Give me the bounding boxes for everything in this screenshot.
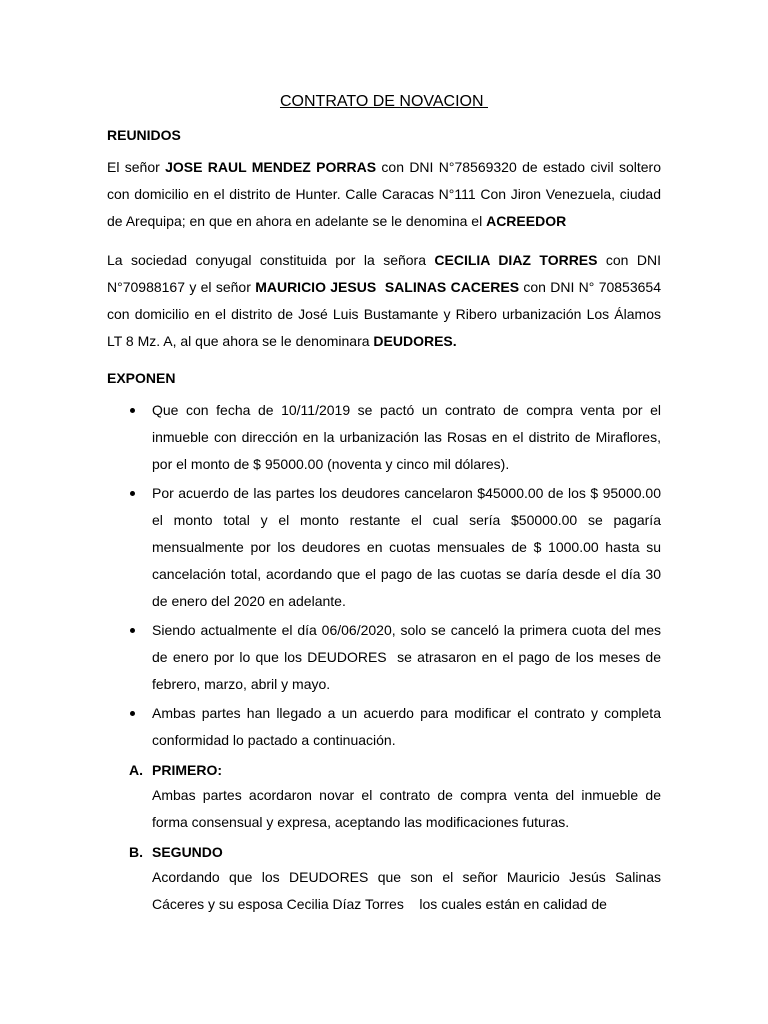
clause-title: PRIMERO:: [152, 762, 222, 778]
clause-heading: [107, 758, 661, 782]
bullet-icon: [130, 711, 135, 716]
acreedor-text-1: El señor: [107, 159, 166, 175]
clause-heading: [107, 840, 661, 864]
clause-letter: A.: [129, 762, 143, 778]
clause-body: Acordando que los DEUDORES que son el señor Mauricio Jesús Salinas Cáceres y su esposa Cecilia Díaz Torres los cuales están en calidad de: [152, 869, 665, 912]
clause-body: Ambas partes acordaron novar el contrato de compra venta del inmueble de forma consensual y expresa, aceptando las modificaciones futuras.: [152, 787, 665, 830]
list-item: [107, 700, 665, 754]
deudores-role: DEUDORES.: [373, 333, 457, 349]
list-item-text: Siendo actualmente el día 06/06/2020, solo se canceló la primera cuota del mes de enero por lo que los DEUDORES se atrasaron en el pago de los meses de febrero, marzo, abril y mayo.: [152, 622, 665, 692]
document-title: CONTRATO DE NOVACION: [279, 93, 488, 110]
clause-segundo: [107, 840, 665, 918]
acreedor-text-2: con DNI N°78569320 de estado civil soltero con domicilio en el distrito de Hunter. Calle Caracas N°111 Con Jiron Venezuela, ciudad de Arequipa; en que en ahora en adelante se le denomina el: [107, 159, 665, 229]
clause-primero: [107, 758, 665, 836]
bullet-icon: [130, 628, 135, 633]
deudora-name: CECILIA DIAZ TORRES: [434, 252, 598, 268]
acreedor-role: ACREEDOR: [486, 213, 567, 229]
clause-letter: B.: [129, 844, 143, 860]
list-item-text: Por acuerdo de las partes los deudores cancelaron $45000.00 de los $ 95000.00 el monto total y el monto restante el cual sería $50000.00 se pagaría mensualmente por los deudores en cuotas mensuales de $ 1000.00 hasta su cancelación total, acordando que el pago de las cuotas se daría desde el día 30 de enero del 2020 en adelante.: [152, 485, 665, 609]
exponen-heading: EXPONEN: [107, 370, 176, 386]
deudores-text-2: con DNI N°70988167 y el señor: [107, 252, 665, 295]
acreedor-paragraph: [107, 154, 665, 235]
list-item-text: Que con fecha de 10/11/2019 se pactó un contrato de compra venta por el inmueble con dirección en la urbanización las Rosas en el distrito de Miraflores, por el monto de $ 95000.00 (noventa y cinco mil dólares).: [152, 402, 665, 472]
clause-title: SEGUNDO: [152, 844, 223, 860]
reunidos-heading: REUNIDOS: [107, 127, 181, 143]
deudor-name: MAURICIO JESUS SALINAS CACERES: [255, 279, 520, 295]
bullet-icon: [130, 491, 135, 496]
list-item: [107, 480, 665, 615]
acreedor-name: JOSE RAUL MENDEZ PORRAS: [165, 159, 377, 175]
list-item-text: Ambas partes han llegado a un acuerdo para modificar el contrato y completa conformidad lo pactado a continuación.: [152, 705, 665, 748]
deudores-text-1: La sociedad conyugal constituida por la señora: [107, 252, 435, 268]
list-item: [107, 617, 665, 698]
list-item: [107, 397, 665, 478]
exponen-list: [107, 397, 665, 754]
deudores-text-3: con DNI N° 70853654 con domicilio en el distrito de José Luis Bustamante y Ribero urbanización Los Álamos LT 8 Mz. A, al que ahora se le denominara: [107, 279, 669, 349]
deudores-paragraph: [107, 247, 669, 355]
bullet-icon: [130, 408, 135, 413]
